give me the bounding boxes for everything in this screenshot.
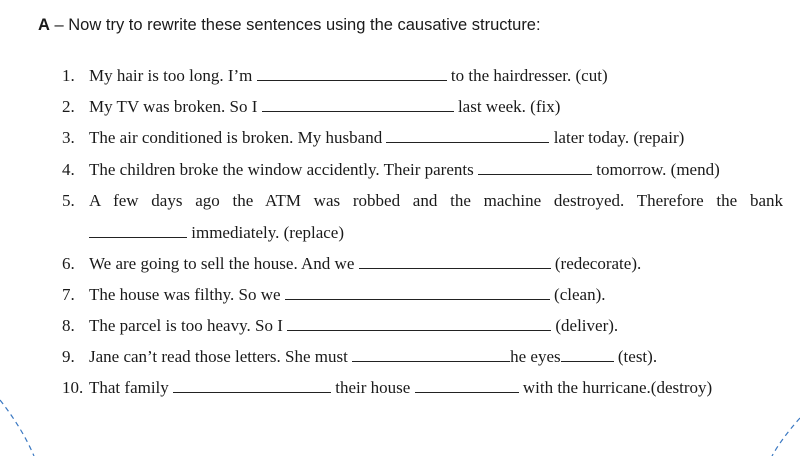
- item-number: 5.: [62, 191, 75, 210]
- item-text-line1: A few days ago the ATM was robbed and the machine destroyed. Therefore the bank: [89, 191, 783, 210]
- item-text-after: (test).: [613, 347, 658, 366]
- item-text-before: Jane can’t read those letters. She must: [89, 347, 353, 366]
- item-text-after: to the hairdresser. (cut): [446, 66, 608, 85]
- item-text-after: later today. (repair): [549, 128, 685, 147]
- item-text-after: (deliver).: [551, 316, 619, 335]
- item-text-before: My hair is too long. I’m: [89, 66, 257, 85]
- item-text-after: last week. (fix): [453, 97, 561, 116]
- item-text-before: The children broke the window accidently. Their parents: [89, 160, 478, 179]
- item-text-after: with the hurricane.(destroy): [518, 378, 713, 397]
- item-number: 6.: [62, 254, 75, 273]
- item-number: 7.: [62, 285, 75, 304]
- item-number: 8.: [62, 316, 75, 335]
- item-number: 9.: [62, 347, 75, 366]
- item-text-after: (clean).: [549, 285, 606, 304]
- item-text-middle: he eyes: [510, 347, 561, 366]
- exercise-letter: A: [38, 16, 50, 34]
- item-number: 10.: [62, 378, 84, 397]
- item-text-before: That family: [89, 378, 174, 397]
- item-number: 3.: [62, 128, 75, 147]
- item-text-after: tomorrow. (mend): [591, 160, 720, 179]
- item-text-before: The parcel is too heavy. So I: [89, 316, 288, 335]
- item-text-after: immediately. (replace): [187, 223, 345, 242]
- item-text-before: The air conditioned is broken. My husband: [89, 128, 387, 147]
- item-text-middle: their house: [331, 378, 415, 397]
- item-text-before: The house was filthy. So we: [89, 285, 285, 304]
- item-text-after: (redecorate).: [550, 254, 642, 273]
- item-number: 1.: [62, 66, 75, 85]
- exercise-instruction: – Now try to rewrite these sentences using the causative structure:: [49, 16, 541, 34]
- item-number: 2.: [62, 97, 75, 116]
- item-text-before: We are going to sell the house. And we: [89, 254, 359, 273]
- item-number: 4.: [62, 160, 75, 179]
- item-text-before: My TV was broken. So I: [89, 97, 262, 116]
